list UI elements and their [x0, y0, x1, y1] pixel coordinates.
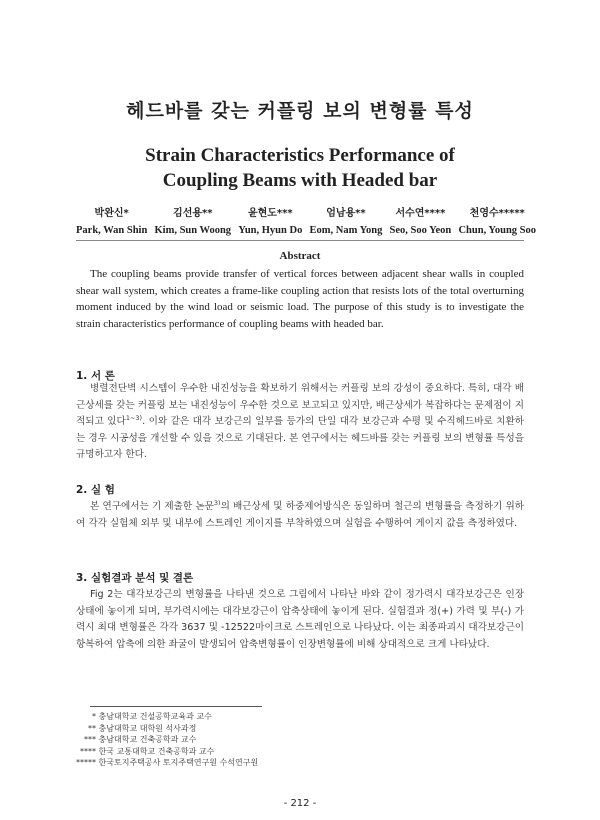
- author-list: [76, 205, 536, 239]
- author-name-ko: 천영수*****: [469, 208, 525, 219]
- author-name-ko: 박완신*: [94, 208, 129, 219]
- footnote: **** 한국 교통대학교 건축공학과 교수: [80, 746, 215, 756]
- section-body-introduction: [76, 381, 524, 464]
- author: [238, 205, 302, 239]
- abstract-text: The coupling beams provide transfer of vertical forces between adjacent shear walls in coupled shear wall system, which creates a frame-like coupling action that resists lots of the total overturning moment induced by the wind load or seismic load. The purpose of this study is to investigate the strain characteristics performance of coupling beams with headed bar.: [76, 268, 524, 330]
- page-number: - 212 -: [283, 798, 317, 809]
- abstract-heading: Abstract: [279, 250, 321, 262]
- footnotes: [76, 711, 376, 769]
- author: [390, 205, 452, 239]
- footnote: ***** 한국토지주택공사 토지주택연구원 수석연구원: [76, 758, 259, 767]
- english-title-line-2: Coupling Beams with Headed bar: [162, 170, 438, 191]
- divider-rule: [76, 240, 524, 241]
- section-heading-introduction: 1. 서 론: [76, 370, 115, 382]
- author-name-en: Kim, Sun Woong: [154, 225, 232, 236]
- body-text: 병렬전단벽 시스템이 우수한 내진성능을 확보하기 위해서는 커플링 보의 강성이 중요하다. 특히, 대각 배근상세를 갖는 커플링 보는 내진성능이 우수한 것으로 보고되고 있지만, 배근상세가 복잡하다는 문제점이 지적되고 있다: [76, 383, 524, 427]
- author-name-ko: 윤현도***: [247, 208, 293, 219]
- section-heading-results: 3. 실험결과 분석 및 결론: [76, 572, 194, 584]
- author: [154, 205, 231, 239]
- body-text: . 이와 같은 대각 보강근의 일부를 등가의 단일 대각 보강근과 수평 및 수직헤드바로 치환하는 경우 시공성을 개선할 수 있을 것으로 기대된다. 본 연구에서는 헤드바를 갖는 커플링 보의 변형률 특성을 규명하고자 한다.: [76, 416, 525, 460]
- author-name-ko: 서수연****: [395, 208, 446, 219]
- author-name-en: Seo, Soo Yeon: [389, 225, 452, 236]
- author: [458, 205, 536, 239]
- footnote-rule: [90, 706, 262, 707]
- footnote: ** 충남대학교 대학원 석사과정: [88, 723, 197, 733]
- body-text: 본 연구에서는 기 제출한 논문: [90, 501, 214, 512]
- author-name-en: Park, Wan Shin: [76, 225, 148, 236]
- author-name-ko: 엄남용**: [326, 208, 366, 219]
- english-title: [0, 143, 600, 193]
- citation-ref: 1~3): [125, 413, 143, 422]
- footnote: * 충남대학교 건설공학교육과 교수: [92, 712, 212, 721]
- author-name-ko: 김선용**: [173, 208, 213, 219]
- author-name-en: Chun, Young Soo: [458, 225, 536, 236]
- section-body-results: Fig 2는 대각보강근의 변형률을 나타낸 것으로 그림에서 나타난 바와 같이 정가력시 대각보강근은 인장상태에 놓이게 되며, 부가력시에는 대각보강근이 압축상태에 놓이게 된다. 실험결과 정(+) 가력 및 부(-) 가력시 최대 변형률은 각각 3637 및 -12522마이크로 스트레인으로 나타났다. 이는 최종파괴시 대각보강근이 항복하여 압축에 의한 좌굴이 발생되어 압축변형률이 인장변형률에 비해 상대적으로 크게 나타났다.: [76, 589, 524, 650]
- author: [310, 205, 383, 239]
- section-heading-experiment: 2. 실 험: [76, 484, 115, 496]
- author-name-en: Yun, Hyun Do: [238, 225, 303, 236]
- author-name-en: Eom, Nam Yong: [309, 225, 383, 236]
- korean-title: 헤드바를 갖는 커플링 보의 변형률 특성: [126, 100, 474, 122]
- english-title-line-1: Strain Characteristics Performance of: [145, 145, 455, 166]
- body-text: 의 배근상세 및 하중제어방식은 동일하며 철근의 변형률을 측정하기 위하여 각각 실험체 외부 및 내부에 스트레인 게이지를 부착하였으며 실험을 수행하여 게이지 값을 측정하였다.: [76, 501, 524, 529]
- footnote: *** 충남대학교 건축공학과 교수: [84, 735, 197, 744]
- citation-ref: 3): [213, 498, 221, 507]
- section-body-experiment: [76, 499, 524, 532]
- author: [76, 205, 147, 239]
